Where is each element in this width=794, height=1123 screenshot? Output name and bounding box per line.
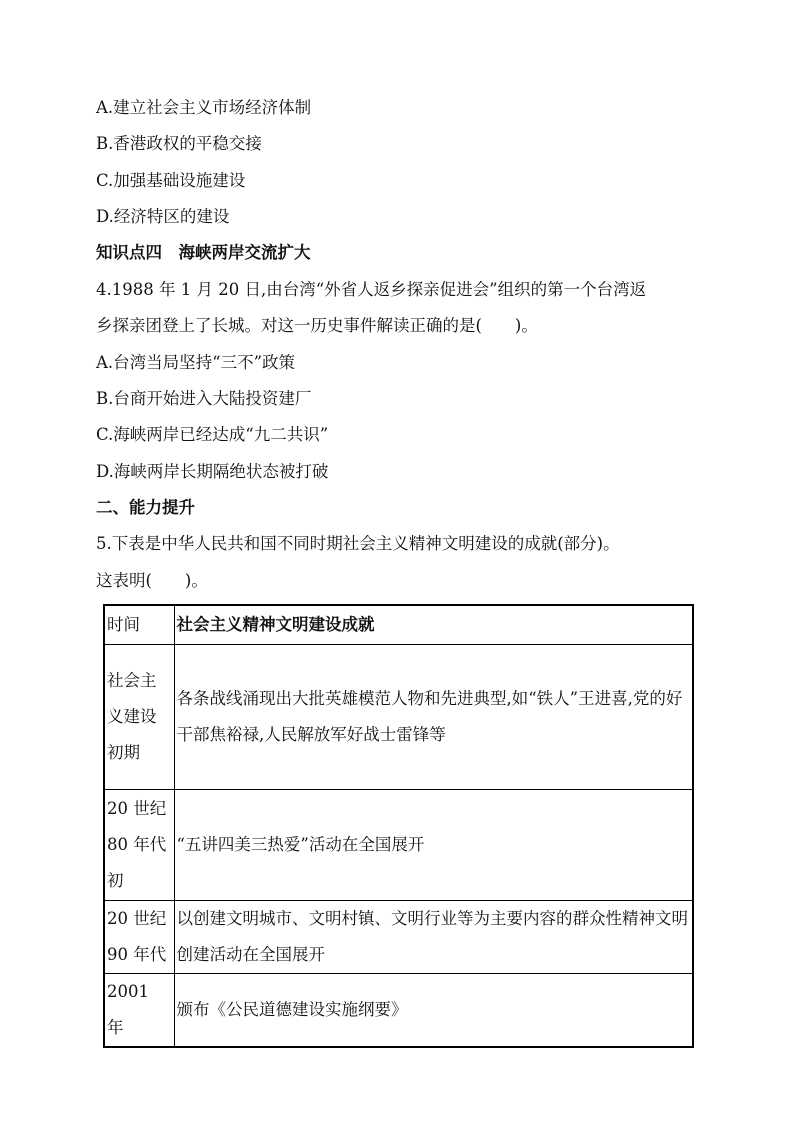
header-period: 时间 bbox=[104, 605, 174, 645]
option-4a: A.台湾当局坚持“三不”政策 bbox=[96, 353, 296, 372]
row-achievement: 以创建文明城市、文明村镇、文明行业等为主要内容的群众性精神文明创建活动在全国展开 bbox=[174, 901, 693, 974]
table-row bbox=[104, 901, 693, 974]
achievements-table bbox=[103, 604, 694, 1048]
option-4b: B.台商开始进入大陆投资建厂 bbox=[96, 389, 312, 408]
row-period: 2001 年 bbox=[104, 974, 174, 1048]
question-5-line1: 5.下表是中华人民共和国不同时期社会主义精神文明建设的成就(部分)。 bbox=[96, 534, 620, 553]
row-period: 社会主义建设初期 bbox=[104, 645, 174, 790]
question-4-line2: 乡探亲团登上了长城。对这一历史事件解读正确的是( )。 bbox=[96, 316, 538, 335]
row-period: 20 世纪 90 年代 bbox=[104, 901, 174, 974]
option-3a: A.建立社会主义市场经济体制 bbox=[96, 98, 312, 117]
option-3d: D.经济特区的建设 bbox=[96, 207, 230, 226]
row-period: 20 世纪 80 年代初 bbox=[104, 790, 174, 901]
row-achievement: 颁布《公民道德建设实施纲要》 bbox=[174, 974, 693, 1048]
question-5-line2: 这表明( )。 bbox=[96, 571, 208, 590]
part-2-heading: 二、能力提升 bbox=[96, 498, 195, 517]
option-4c: C.海峡两岸已经达成“九二共识” bbox=[96, 425, 329, 444]
option-3b: B.香港政权的平稳交接 bbox=[96, 134, 262, 153]
row-achievement: 各条战线涌现出大批英雄模范人物和先进典型,如“铁人”王进喜,党的好干部焦裕禄,人民解放军好战士雷锋等 bbox=[174, 645, 693, 790]
table-row bbox=[104, 790, 693, 901]
table-row bbox=[104, 645, 693, 790]
option-4d: D.海峡两岸长期隔绝状态被打破 bbox=[96, 462, 329, 481]
option-3c: C.加强基础设施建设 bbox=[96, 171, 246, 190]
table-header-row bbox=[104, 605, 693, 645]
table-row bbox=[104, 974, 693, 1048]
header-achievement: 社会主义精神文明建设成就 bbox=[174, 605, 693, 645]
question-4-line1: 4.1988 年 1 月 20 日,由台湾“外省人返乡探亲促进会”组织的第一个台湾返 bbox=[96, 280, 647, 299]
section-heading-4: 知识点四 海峡两岸交流扩大 bbox=[96, 243, 311, 262]
row-achievement: “五讲四美三热爱”活动在全国展开 bbox=[174, 790, 693, 901]
